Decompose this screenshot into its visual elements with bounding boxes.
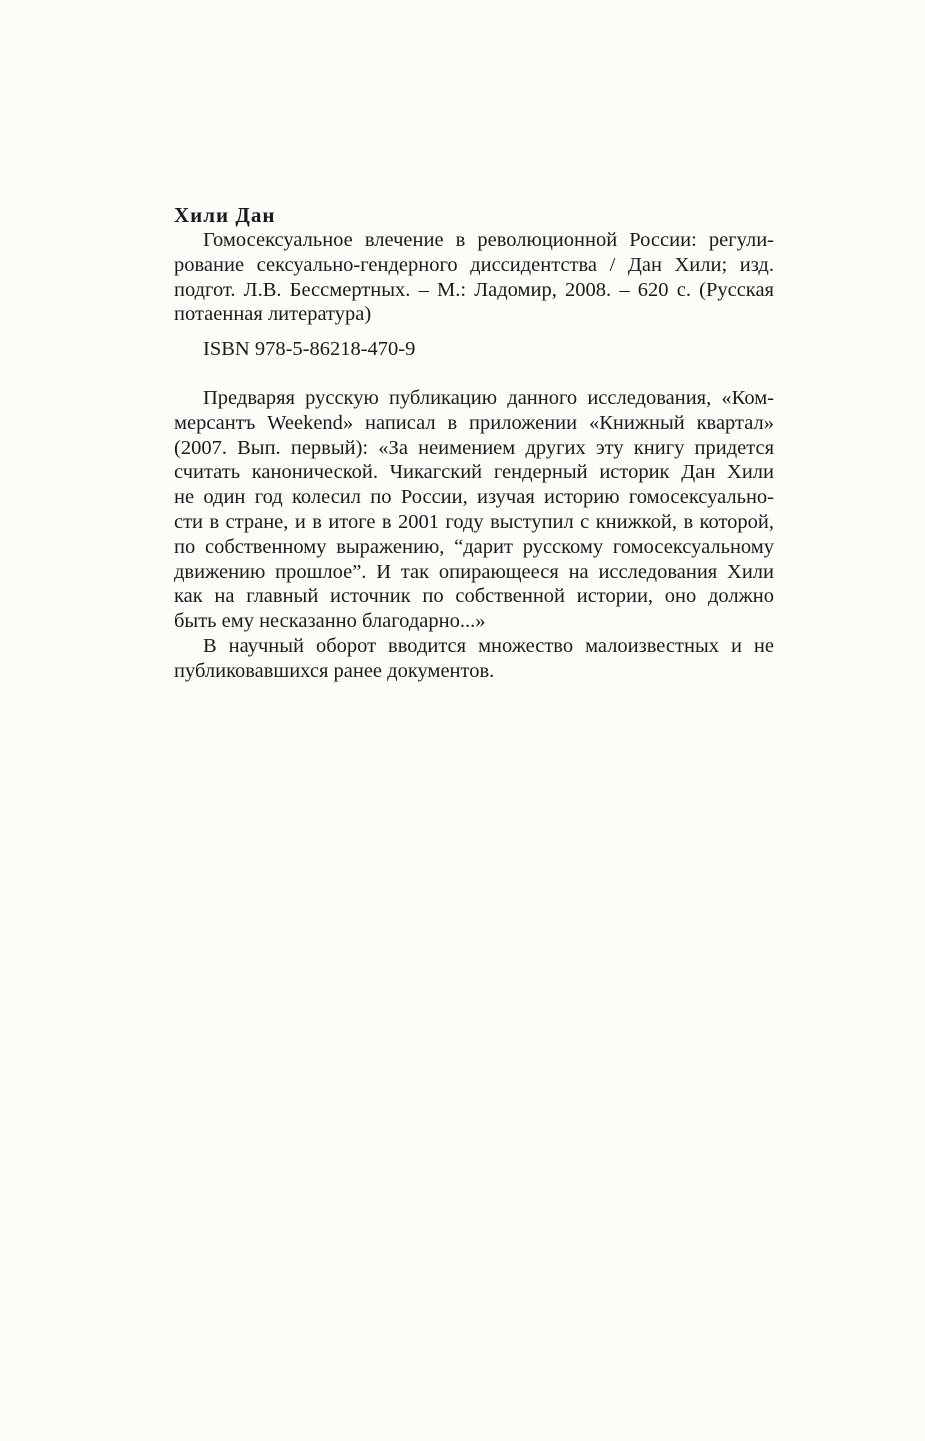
description-line: потаенная литература) (174, 303, 372, 326)
annotation-line: публиковавшихся ранее документов. (174, 659, 495, 682)
annotation (174, 386, 774, 684)
annotation-line: В научный оборот вводится множество малоизвестных и не (203, 634, 774, 657)
annotation-line: быть ему несказанно благодарно...» (174, 610, 486, 633)
annotation-line: не один год колесил по России, изучая историю гомосексуально- (174, 486, 774, 509)
annotation-line: (2007. Вып. первый): «За неимением других эту книгу придется (174, 436, 774, 459)
isbn: ISBN 978-5-86218-470-9 (203, 338, 416, 361)
bibliographic-block (174, 202, 774, 684)
annotation-line: Предваряя русскую публикацию данного исследования, «Ком- (203, 386, 774, 409)
annotation-paragraph-1 (174, 386, 774, 634)
annotation-line: по собственному выражению, “дарит русскому гомосексуальному (174, 535, 774, 558)
annotation-line: движению прошлое”. И так опирающееся на исследования Хили (174, 560, 774, 583)
bibliographic-description (174, 228, 774, 327)
annotation-line: считать канонической. Чикагский гендерный историк Дан Хили (174, 461, 774, 484)
annotation-line: мерсантъ Weekend» написал в приложении «Книжный квартал» (174, 411, 774, 434)
annotation-line: сти в стране, и в итоге в 2001 году выступил с книжкой, в которой, (174, 510, 774, 533)
annotation-paragraph-2 (174, 634, 774, 684)
description-line: подгот. Л.В. Бессмертных. – М.: Ладомир, 2008. – 620 с. (Русская (174, 278, 774, 301)
description-line: рование сексуально-гендерного диссидентства / Дан Хили; изд. (174, 253, 774, 276)
annotation-line: как на главный источник по собственной истории, оно должно (174, 585, 774, 608)
author-name: Хили Дан (174, 203, 276, 227)
description-line: Гомосексуальное влечение в революционной России: регули- (203, 229, 774, 251)
